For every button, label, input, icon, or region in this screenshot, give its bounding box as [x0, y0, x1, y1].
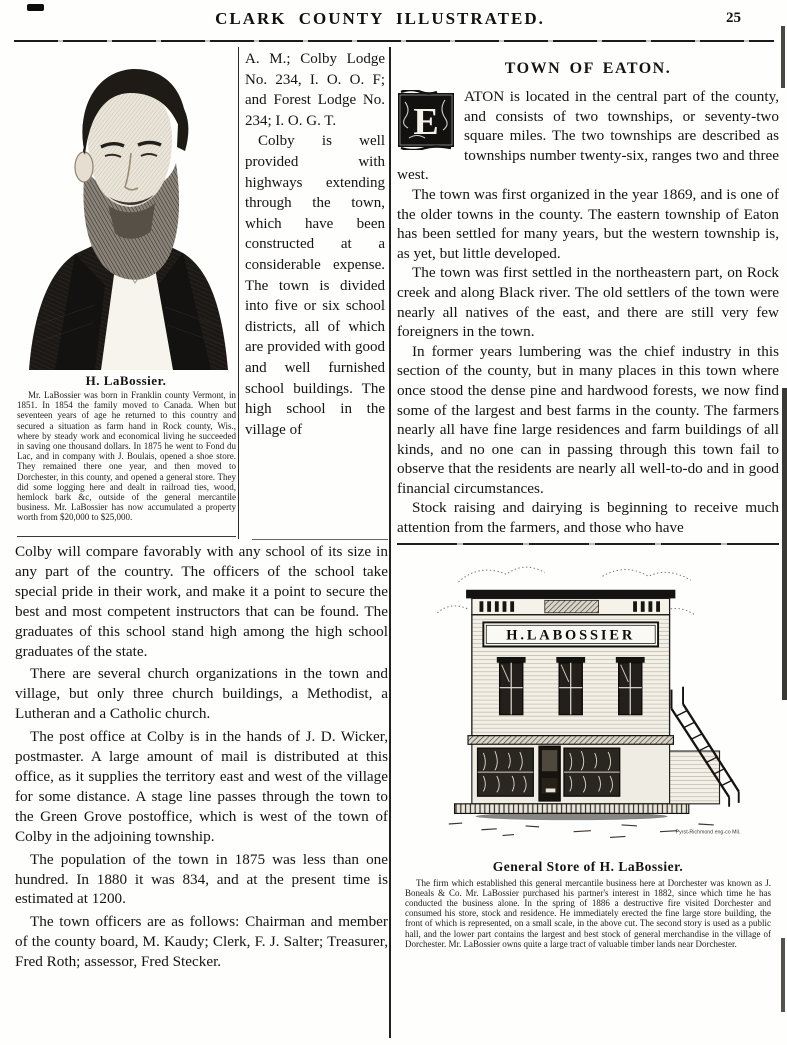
dropcap-ornament: [397, 90, 455, 150]
churches-paragraph: There are several church organizations in the town and village, but only three church buildings, a Methodist, a Lutheran and a Catholic church.: [15, 665, 388, 723]
school-comparison-paragraph: Colby will compare favorably with any school of its size in any part of the country. The officers of the school take special pride in their work, and make it a point to secure the best and most competent instructors that can be found. The graduates of this school stand high among the high school graduates of the state.: [15, 543, 388, 660]
column-divider-main: [389, 47, 391, 1038]
portrait-bio: Mr. LaBossier was born in Franklin county Vermont, in 1851. In 1854 the family moved to Canada. When but seventeen years of age he returned to this country and secured a situation as farm hand in Rock county, Wis., where by steady work and economical living he succeeded in saving one thousand dollars. In 1875 he went to Fond du Lac, and in company with J. Boulais, opened a shoe store. They remained there one year, and then moved to Dorchester, in this county, and opened a general store. They did some logging here and dealt in railroad ties, wood, hemlock bark &c, outside of the general mercantile business. Mr. LaBossier has now accumulated a property worth from $20,000 to $25,000.: [17, 390, 236, 523]
store-sign-text: H.LABOSSIER: [506, 627, 636, 644]
store-credit: Pyrst-Richmond eng-co Mil.: [675, 829, 741, 836]
store-engraving: [420, 551, 756, 857]
bio-bottom-rule: [17, 536, 236, 537]
scan-artifact: [782, 388, 787, 700]
lumbering-paragraph: In former years lumbering was the chief industry in this section of the county, but in many places in this town where once stood the dense pine and hardwood forests, we now find some of the largest and best farms in the county. The farmers nearly all have fine large residences and farm buildings of all kinds, and no one can in passing through this town fail to observe that the residents are nearly all well-to-do and in good financial circumstances.: [397, 342, 779, 497]
page-title: CLARK COUNTY ILLUSTRATED.: [215, 9, 545, 28]
population-paragraph: The population of the town in 1875 was less than one hundred. In 1880 it was 834, and at the present time is estimated at 1200.: [15, 850, 388, 908]
lodge-paragraph: A. M.; Colby Lodge No. 234, I. O. O. F; and Forest Lodge No. 234; I. O. G. T.: [245, 51, 385, 129]
portrait-engraving: [25, 55, 230, 370]
eaton-lead-paragraph: [397, 87, 779, 185]
stock-raising-paragraph: Stock raising and dairying is beginning to receive much attention from the farmers, and those who have: [397, 499, 779, 537]
header-rule: [14, 40, 774, 42]
store-caption: General Store of H. LaBossier.: [492, 858, 684, 874]
middle-column-bottom-rule: [252, 539, 388, 540]
eaton-section: [397, 47, 779, 949]
post-office-paragraph: The post office at Colby is in the hands of J. D. Wicker, postmaster. A large amount of mail is distributed at this office, as it supplies the territory east and west of the village for some distance. A stage line passes through the town to the Green Grove postoffice, which is west of the town of Colby in the adjoining township.: [15, 728, 388, 845]
scan-artifact: [781, 26, 785, 88]
organized-paragraph: The town was first organized in the year 1869, and is one of the older towns in the county. The eastern township of Eaton has been settled for many years, but the western township is, as yet, but little developed.: [397, 185, 779, 262]
middle-column: [245, 49, 385, 440]
eaton-lead-text: ATON is located in the central part of the county, and consists of two townships, or seventy-two square miles. The two townships are described as townships number twenty-six, ranges two and three west.: [397, 88, 779, 184]
settled-paragraph: The town was first settled in the northeastern part, on Rock creek and along Black river. The old settlers of the town were nearly all natives of the east, and there are still very few foreigners in the town.: [397, 264, 779, 341]
column-divider-inner: [238, 47, 239, 539]
portrait-caption: H. LaBossier.: [85, 373, 167, 388]
store-description: The firm which established this general mercantile business here at Dorchester was known as J. Boneals & Co. Mr. LaBossier purchased his partner's interest in 1882, since which time he has conducted the business alone. In the spring of 1886 a destructive fire visited Dorchester and consumed his store, stock and residence. He immediately erected the fine large store building, the front of which is represented, on a small scale, in the above cut. The second story is used as a public hall, and the lower part contains the largest and best stock of general merchandise in the village of Dorchester. Mr. LaBossier owns quite a large tract of valuable timber lands near Dorchester.: [405, 877, 771, 949]
scan-artifact: [781, 938, 785, 1012]
page-number: 25: [726, 10, 741, 26]
town-officers-paragraph: The town officers are as follows: Chairman and member of the county board, M. Kaudy; Clerk, F. J. Salter; Treasurer, Fred Roth; assessor, Fred Stecker.: [15, 913, 388, 971]
colby-schools-paragraph: Colby is well provided with highways extending through the town, which have been constructed at a considerable expense. The town is divided into five or six school districts, all of which are provided with good and well furnished school buildings. The high school in the village of: [245, 133, 385, 438]
dropcap-letter: E: [413, 101, 439, 143]
eaton-heading: TOWN OF EATON.: [504, 60, 672, 77]
left-lower-section: [15, 542, 388, 975]
section-divider-rule: [397, 543, 779, 545]
